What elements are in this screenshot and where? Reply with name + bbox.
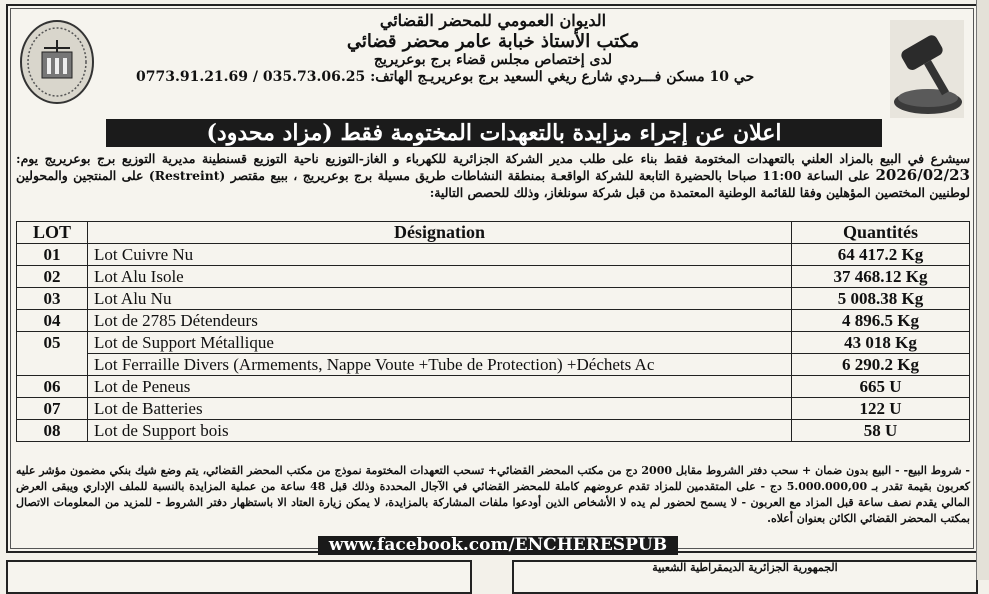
- restreint-label: (Restreint): [148, 168, 226, 183]
- lot-quantity: 43 018 Kg: [792, 332, 970, 354]
- table-row: [17, 376, 970, 398]
- sale-conditions: - شروط البيع- - البيع بدون ضمان + سحب دفتر الشروط مقابل 2000 دج من مكتب المحضر القضائي+ تسحب التعهدات المختومة نموذج من مكتب المحضر القضائي، يتم وضع شيك بنكي مضمون مؤشر عليه كعربون بقيمة تقدر بـ 5.000.000,00 دج - على المتقدمين للمزاد تقدم عروضهم كاملة للمحضر القضائي في الآجال المحددة وذلك قبل 48 ساعة من عملية المزايدة بالنسبة للملف الإداري ويبقى العرض المالي يقدم نصف ساعة قبل المزاد مع العربون - لا يسمح لحضور لم يده لا الأشخاص الذين أودعوا ملفات المشاركة بالمزايدة، لا يمكن زيارة العتاد الا باستظهار دفتر الشروط - للمزيد من المعلومات الاتصال بمكتب المحضر القضائي الكائن بعنوان أعلاه.: [16, 464, 970, 525]
- facebook-link[interactable]: www.facebook.com/ENCHERESPUB: [318, 536, 678, 555]
- lot-number: 01: [17, 244, 88, 266]
- lot-designation: Lot Alu Isole: [88, 266, 792, 288]
- lot-number: 08: [17, 420, 88, 442]
- header-quantities: Quantités: [792, 222, 970, 244]
- header-designation: Désignation: [88, 222, 792, 244]
- lots-table: [16, 221, 970, 442]
- table-row: [17, 266, 970, 288]
- jurisdiction: لدى إختصاص مجلس قضاء برج بوعريريج: [373, 52, 613, 69]
- table-row: [17, 398, 970, 420]
- lot-number: 07: [17, 398, 88, 420]
- gavel-icon: [886, 18, 968, 122]
- table-row: [17, 354, 970, 376]
- lot-number: 06: [17, 376, 88, 398]
- next-notice-left: [6, 560, 472, 594]
- lot-quantity: 665 U: [792, 376, 970, 398]
- auction-notice: [6, 4, 978, 553]
- lot-quantity: 5 008.38 Kg: [792, 288, 970, 310]
- lot-quantity: 37 468.12 Kg: [792, 266, 970, 288]
- intro-paragraph: [16, 150, 970, 201]
- lot-quantity: 4 896.5 Kg: [792, 310, 970, 332]
- table-row: [17, 310, 970, 332]
- intro-part3: على المنتجين والمحولين لوطنيين المختصين المؤهلين وفقا للقائمة الوطنية المعتمدة من قبل شركة سونلغاز، وذلك للحصص التالية:: [16, 168, 970, 200]
- table-row: [17, 244, 970, 266]
- lot-number: 05: [17, 332, 88, 376]
- lot-designation: Lot Alu Nu: [88, 288, 792, 310]
- lot-designation: Lot de Support Métallique: [88, 332, 792, 354]
- lot-designation: Lot de 2785 Détendeurs: [88, 310, 792, 332]
- bailiff-name: مكتب الأستاذ خبابة عامر محضر قضائي: [346, 30, 640, 52]
- lot-quantity: 58 U: [792, 420, 970, 442]
- lot-quantity: 6 290.2 Kg: [792, 354, 970, 376]
- next-notice-title: الجمهورية الجزائرية الديمقراطية الشعبية: [652, 561, 838, 574]
- page-edge: [976, 0, 989, 580]
- bailiff-header: [108, 12, 878, 85]
- lot-designation: Lot Ferraille Divers (Armements, Nappe Voute +Tube de Protection) +Déchets Ac: [88, 354, 792, 376]
- lot-designation: Lot de Batteries: [88, 398, 792, 420]
- lot-designation: Lot de Peneus: [88, 376, 792, 398]
- sale-date: 2026/02/23: [875, 166, 970, 184]
- table-row: [17, 332, 970, 354]
- justice-seal-icon: [18, 18, 96, 106]
- lot-number: 04: [17, 310, 88, 332]
- header-lot: LOT: [17, 222, 88, 244]
- table-header-row: [17, 222, 970, 244]
- lot-number: 02: [17, 266, 88, 288]
- lot-quantity: 64 417.2 Kg: [792, 244, 970, 266]
- intro-part1: سيشرع في البيع بالمزاد العلني بالتعهدات المختومة فقط بناء على طلب مدير الشركة الجزائرية للكهرباء و الغاز-التوزيع ناحية التوزيع قسنطينة مديرية التوزيع برج بوعريريج يوم:: [16, 151, 970, 166]
- lot-designation: Lot Cuivre Nu: [88, 244, 792, 266]
- address-phone: حي 10 مسكن فـــردي شارع ريغي السعيد برج بوعريريـج الهاتف: 035.73.06.25 / 0773.91.21.69: [136, 68, 755, 85]
- notice-title: اعلان عن إجراء مزايدة بالتعهدات المختومة فقط (مزاد محدود): [106, 119, 882, 147]
- table-row: [17, 288, 970, 310]
- next-notice-right: [512, 560, 978, 594]
- office-line: الديوان العمومي للمحضر القضائي: [379, 11, 607, 30]
- lot-designation: Lot de Support bois: [88, 420, 792, 442]
- lot-number: 03: [17, 288, 88, 310]
- intro-part2: على الساعة 11:00 صباحا بالحضيرة التابعة للشركة الواقعـة بمنطقة النشاطات طريق مسيلة برج بوعريريج ، ببيع مقتصر: [230, 168, 871, 183]
- lot-quantity: 122 U: [792, 398, 970, 420]
- table-row: [17, 420, 970, 442]
